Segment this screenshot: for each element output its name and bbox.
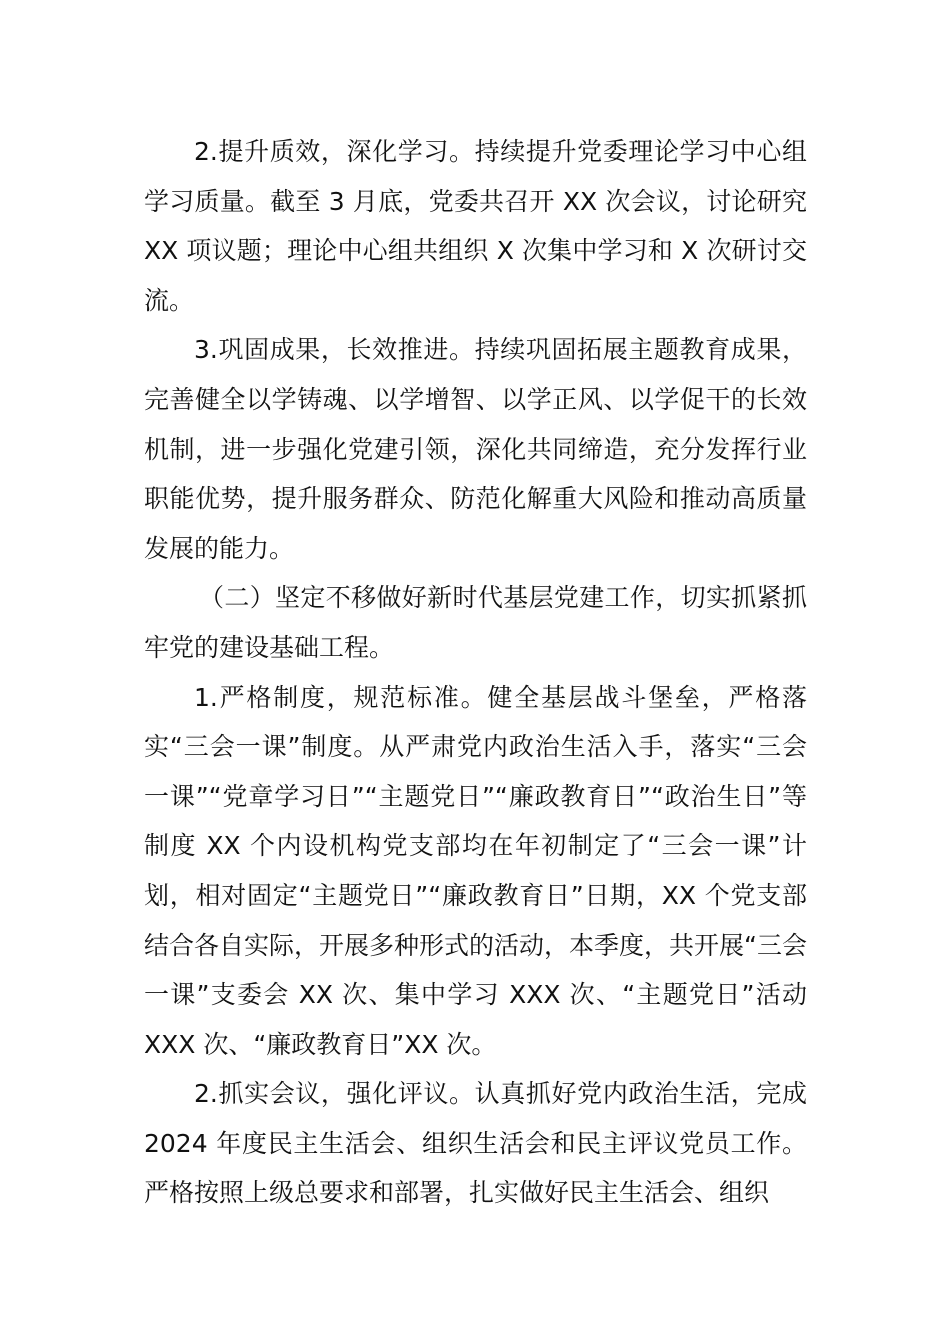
- paragraph-strict-system: 1.严格制度，规范标准。健全基层战斗堡垒，严格落实“三会一课”制度。从严肃党内政治生活入手，落实“三会一课”“党章学习日”“主题党日”“廉政教育日”“政治生日”等制度 XX 个内设机构党支部均在年初制定了“三会一课”计划，相对固定“主题党日”“廉政教育日”日期，XX 个党支部结合各自实际，开展多种形式的活动，本季度，共开展“三会一课”支委会 XX 次、集中学习 XXX 次、“主题党日”活动 XXX 次、“廉政教育日”XX 次。: [144, 682, 807, 1059]
- paragraph-meetings-evaluation: 2.抓实会议，强化评议。认真抓好党内政治生活，完成 2024 年度民主生活会、组织生活会和民主评议党员工作。严格按照上级总要求和部署，扎实做好民主生活会、组织: [144, 1079, 807, 1208]
- section-heading-grassroots-party-building: （二）坚定不移做好新时代基层党建工作，切实抓紧抓牢党的建设基础工程。: [144, 583, 807, 662]
- paragraph-improve-learning: 2.提升质效，深化学习。持续提升党委理论学习中心组学习质量。截至 3 月底，党委共召开 XX 次会议，讨论研究 XX 项议题；理论中心组共组织 X 次集中学习和 X 次研讨交流。: [144, 137, 807, 315]
- document-body: [144, 127, 807, 1218]
- paragraph-consolidate-results: 3.巩固成果，长效推进。持续巩固拓展主题教育成果，完善健全以学铸魂、以学增智、以学正风、以学促干的长效机制，进一步强化党建引领，深化共同缔造，充分发挥行业职能优势，提升服务群众、防范化解重大风险和推动高质量发展的能力。: [144, 335, 807, 563]
